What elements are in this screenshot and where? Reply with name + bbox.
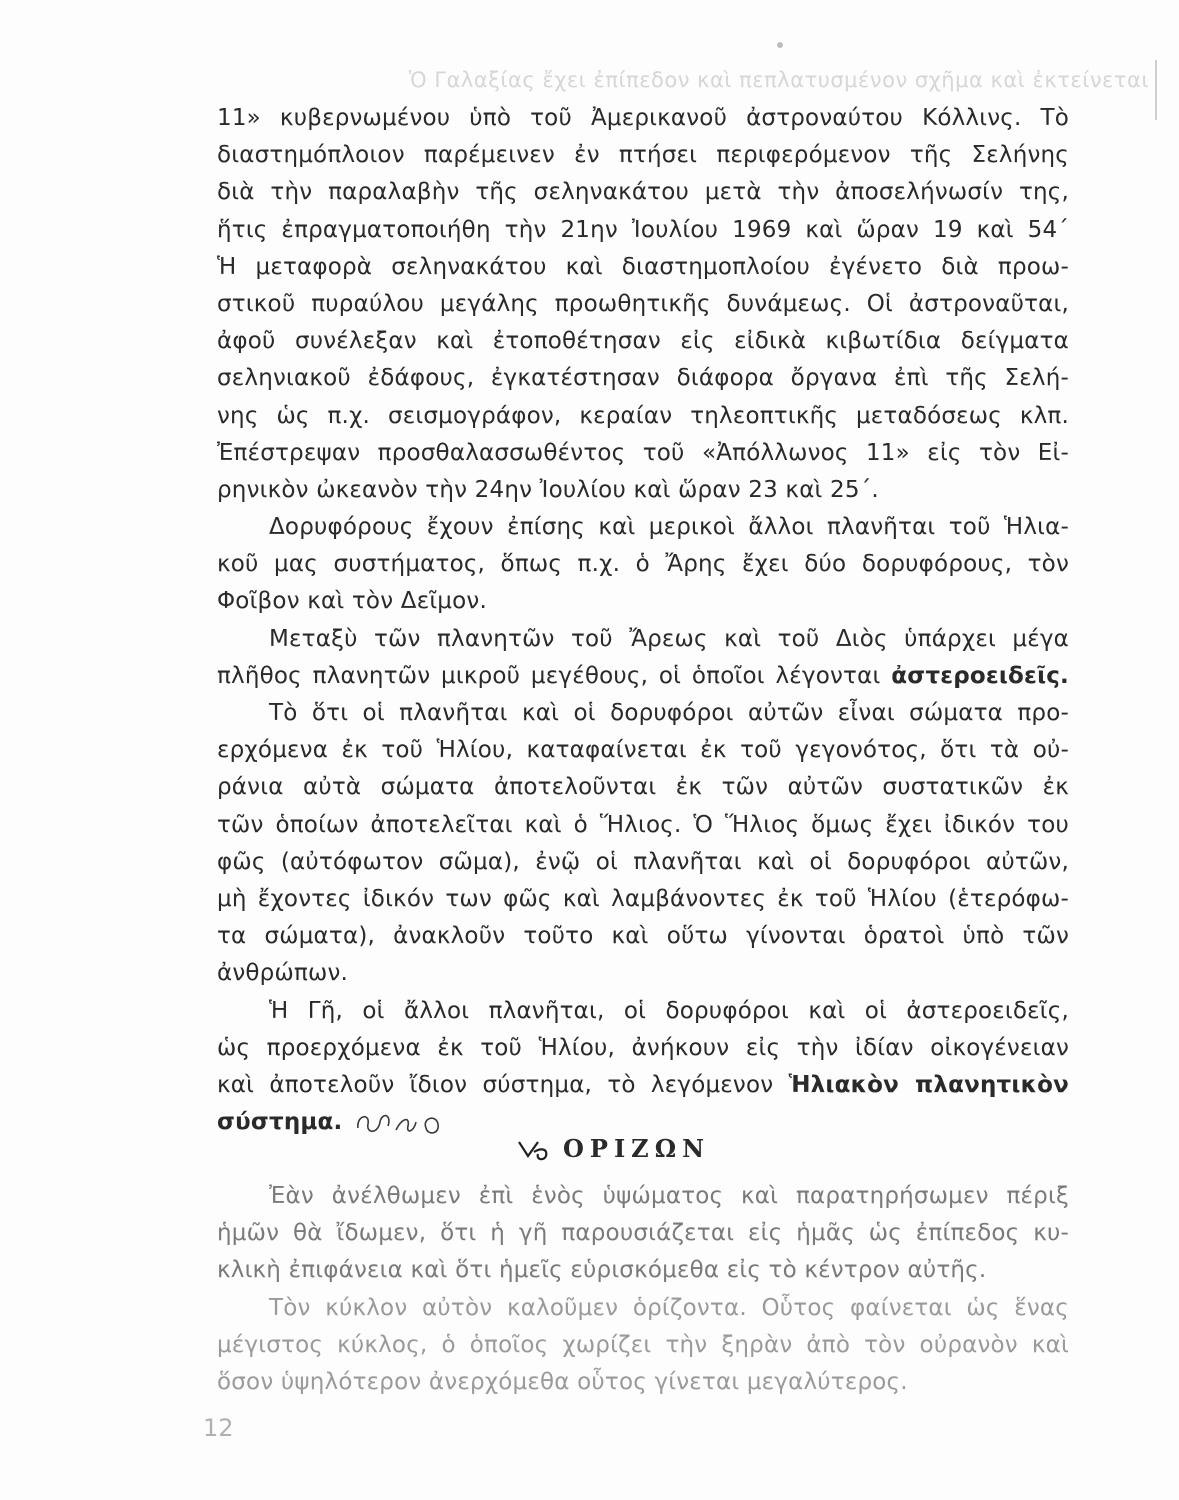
- bleed-through-text: Ὁ Γαλαξίας ἔχει ἐπίπεδον καὶ πεπλατυσμένον σχῆμα καὶ ἐκτείνεται: [408, 68, 1149, 92]
- text-line: ὅσον ὑψηλότερον ἀνερχόμεθα οὗτος γίνεται μεγαλύτερος.: [217, 1369, 908, 1396]
- text-line: διαστημόπλοιον παρέμεινεν ἐν πτήσει περιφερόμενον τῆς Σελήνης: [217, 142, 1069, 169]
- text-line: ἀφοῦ συνέλεξαν καὶ ἐτοποθέτησαν εἰς εἰδικὰ κιβωτίδια δείγματα: [217, 328, 1069, 355]
- text-line: ἥτις ἐπραγματοποιήθη τὴν 21ην Ἰουλίου 1969 καὶ ὥραν 19 καὶ 54΄: [217, 216, 1069, 243]
- text-line: διὰ τὴν παραλαβὴν τῆς σεληνακάτου μετὰ τὴν ἀποσελήνωσίν της,: [217, 179, 1069, 206]
- text-line: ἀνθρώπων.: [217, 960, 349, 987]
- text-line: [217, 1067, 1069, 1104]
- section-heading: [515, 1134, 710, 1163]
- print-speck: [777, 42, 783, 48]
- text-line: Ἡ μεταφορὰ σεληνακάτου καὶ διαστημοπλοίου ἐγένετο διὰ προω-: [217, 253, 1069, 280]
- text-line: Μεταξὺ τῶν πλανητῶν τοῦ Ἄρεως καὶ τοῦ Διὸς ὑπάρχει μέγα: [269, 625, 1069, 652]
- page-edge-mark: [1155, 60, 1157, 120]
- text-line: ἡμῶν θὰ ἴδωμεν, ὅτι ἡ γῆ παρουσιάζεται εἰς ἡμᾶς ὡς ἐπίπεδος κυ-: [217, 1220, 1069, 1247]
- horizon-text: [217, 1178, 1069, 1290]
- text-line: τα σώματα), ἀνακλοῦν τοῦτο καὶ οὕτω γίνονται ὁρατοὶ ὑπὸ τῶν: [217, 923, 1069, 950]
- text-line: σεληνιακοῦ ἐδάφους, ἐγκατέστησαν διάφορα ὄργανα ἐπὶ τῆς Σελή-: [217, 365, 1069, 392]
- text-line: Ἐπέστρεψαν προσθαλασσωθέντος τοῦ «Ἀπόλλωνος 11» εἰς τὸν Εἰ-: [217, 439, 1069, 466]
- text-line: Ἡ Γῆ, οἱ ἄλλοι πλανῆται, οἱ δορυφόροι καὶ οἱ ἀστεροειδεῖς,: [269, 997, 1069, 1024]
- text-line: 11» κυβερνωμένου ὑπὸ τοῦ Ἀμερικανοῦ ἀστροναύτου Κόλλινς. Τὸ: [217, 105, 1069, 131]
- text-line: ράνια αὐτὰ σώματα ἀποτελοῦνται ἐκ τῶν αὐτῶν συστατικῶν ἐκ: [217, 774, 1069, 801]
- text-line: κλικὴ ἐπιφάνεια καὶ ὅτι ἡμεῖς εὑρισκόμεθα εἰς τὸ κέντρον αὐτῆς.: [217, 1257, 987, 1284]
- paragraph-horizon-1: [217, 1178, 1069, 1290]
- text-line: στικοῦ πυραύλου μεγάλης προωθητικῆς δυνάμεως. Οἱ ἀστροναῦται,: [217, 290, 1069, 317]
- text-line: ὡς προερχόμενα ἐκ τοῦ Ἡλίου, ἀνήκουν εἰς τὴν ἰδίαν οἰκογένειαν: [217, 1034, 1069, 1061]
- heading-text: ΟΡΙΖΩΝ: [563, 1134, 710, 1163]
- text-line: μὴ ἔχοντες ἰδικόν των φῶς καὶ λαμβάνοντες ἐκ τοῦ Ἡλίου (ἑτερόφω-: [217, 885, 1069, 912]
- text-line: νης ὡς π.χ. σεισμογράφον, κεραίαν τηλεοπτικῆς μεταδόσεως κλπ.: [217, 402, 1069, 429]
- bold-term-solar-system: Ἡλιακὸν πλανητικὸν: [788, 1071, 1069, 1098]
- paragraph-asteroids: [217, 621, 1069, 695]
- text-line: κοῦ μας συστήματος, ὅπως π.χ. ὁ Ἄρης ἔχει δύο δορυφόρους, τὸν: [217, 551, 1069, 578]
- paragraph-solar-system: [217, 993, 1069, 1142]
- text-line: Τὸ ὅτι οἱ πλανῆται καὶ οἱ δορυφόροι αὐτῶν εἶναι σώματα προ-: [269, 700, 1069, 726]
- text-fragment: πλῆθος πλανητῶν μικροῦ μεγέθους, οἱ ὁποῖοι λέγονται: [217, 662, 881, 689]
- text-fragment: καὶ ἀποτελοῦν ἴδιον σύστημα, τὸ λεγόμενον: [217, 1071, 774, 1098]
- text-line: [217, 658, 1069, 695]
- paragraph-origin: [217, 695, 1069, 993]
- bold-term-asteroids: ἀστεροειδεῖς.: [891, 662, 1069, 689]
- text-line: ερχόμενα ἐκ τοῦ Ἡλίου, καταφαίνεται ἐκ τοῦ γεγονότος, ὅτι τὰ οὐ-: [217, 737, 1069, 764]
- page-number: 12: [203, 1414, 234, 1442]
- text-line: ρηνικὸν ὠκεανὸν τὴν 24ην Ἰουλίου καὶ ὥραν 23 καὶ 25΄.: [217, 476, 879, 503]
- text-line: Φοῖβον καὶ τὸν Δεῖμον.: [217, 588, 487, 615]
- horizon-text-2: [217, 1290, 1069, 1402]
- handwritten-mark-icon: [352, 1108, 452, 1138]
- text-line: Δορυφόρους ἔχουν ἐπίσης καὶ μερικοὶ ἄλλοι πλανῆται τοῦ Ἡλια-: [269, 514, 1069, 541]
- body-text: [217, 100, 1069, 1141]
- text-line: μέγιστος κύκλος, ὁ ὁποῖος χωρίζει τὴν ξηρὰν ἀπὸ τὸν οὐρανὸν καὶ: [217, 1332, 1069, 1359]
- paragraph-satellites: [217, 509, 1069, 621]
- bold-term-system: σύστημα.: [217, 1109, 343, 1136]
- text-line: Τὸν κύκλον αὐτὸν καλοῦμεν ὁρίζοντα. Οὗτος φαίνεται ὡς ἕνας: [269, 1295, 1069, 1321]
- text-line: Ἐὰν ἀνέλθωμεν ἐπὶ ἑνὸς ὑψώματος καὶ παρατηρήσωμεν πέριξ: [269, 1183, 1069, 1209]
- text-line: τῶν ὁποίων ἀποτελεῖται καὶ ὁ Ἥλιος. Ὁ Ἥλιος ὅμως ἔχει ἰδικόν του: [217, 811, 1069, 838]
- paragraph-apollo: [217, 100, 1069, 509]
- text-line: φῶς (αὐτόφωτον σῶμα), ἐνῷ οἱ πλανῆται καὶ οἱ δορυφόροι αὐτῶν,: [217, 848, 1069, 875]
- paragraph-horizon-2: [217, 1290, 1069, 1402]
